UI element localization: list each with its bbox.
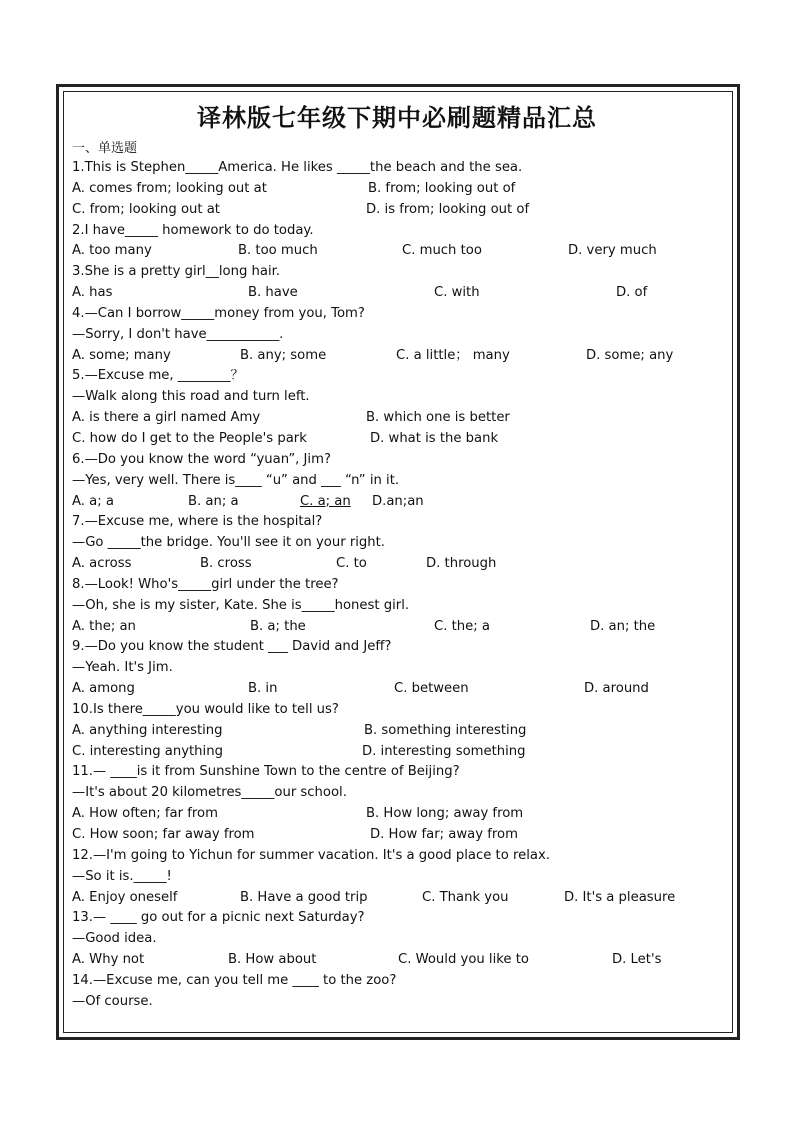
option-row [72, 492, 712, 513]
question-stem: —Walk along this road and turn left. [72, 389, 310, 405]
option-c: C. How soon; far away from [72, 827, 255, 842]
option-row [72, 721, 712, 742]
option-b: B. in [248, 681, 278, 697]
question-stem: 11.— ____is it from Sunshine Town to the centre of Beijing? [72, 764, 460, 780]
question-stem: 9.—Do you know the student ___ David and Jeff? [72, 639, 392, 655]
option-row [72, 742, 712, 763]
option-a: A. has [72, 285, 113, 301]
option-row [72, 804, 712, 825]
option-c: C. Thank you [422, 889, 509, 905]
option-row [72, 429, 712, 450]
option-d: D. of [616, 285, 648, 301]
option-d: D. interesting something [362, 743, 526, 759]
question-stem: 3.She is a pretty girl__long hair. [72, 264, 281, 280]
option-c: C. interesting anything [72, 743, 223, 759]
question-stem: 8.—Look! Who's_____girl under the tree? [72, 576, 339, 592]
option-a: A. anything interesting [72, 722, 223, 738]
question-stem: —Oh, she is my sister, Kate. She is_____honest girl. [72, 597, 410, 613]
option-c: C. much too [402, 243, 482, 259]
option-b: B. Have a good trip [240, 889, 368, 905]
question-stem: 13.— ____ go out for a picnic next Saturday? [72, 910, 365, 926]
option-a: A. some; many [72, 347, 171, 363]
document-title: 译林版七年级下期中必刷题精品汇总 [197, 103, 597, 132]
option-row [72, 200, 712, 221]
option-row [72, 346, 712, 367]
option-d: D. what is the bank [370, 430, 499, 446]
option-a: A. Enjoy oneself [72, 889, 178, 905]
option-b: B. an; a [188, 493, 239, 509]
option-c: C. to [336, 556, 367, 572]
question-list [72, 158, 712, 1013]
option-b: B. How long; away from [366, 806, 524, 822]
option-row [72, 179, 712, 200]
option-b: B. cross [200, 556, 252, 572]
option-a: A. the; an [72, 618, 136, 634]
option-c: C. between [394, 681, 469, 697]
option-a: A. How often; far from [72, 806, 218, 822]
option-b: B. which one is better [366, 410, 510, 426]
option-a: A. Why not [72, 952, 145, 968]
option-c: C. a; an [300, 493, 351, 509]
option-row [72, 950, 712, 971]
option-row [72, 617, 712, 638]
option-b: B. something interesting [364, 722, 527, 738]
option-b: B. too much [238, 243, 318, 259]
option-b: B. How about [228, 952, 317, 968]
section-heading: 一、单选题 [72, 141, 138, 156]
question-stem: 2.I have_____ homework to do today. [72, 222, 314, 238]
option-b: B. from; looking out of [368, 180, 516, 196]
question-stem: 10.Is there_____you would like to tell us? [72, 701, 339, 717]
question-stem: 6.—Do you know the word “yuan”, Jim? [72, 451, 331, 467]
option-c: C. the; a [434, 618, 490, 634]
option-b: B. any; some [240, 347, 327, 363]
option-c: C. a little； many [396, 347, 510, 363]
option-b: B. have [248, 285, 298, 301]
option-d: D. It's a pleasure [564, 889, 676, 905]
option-c: C. from; looking out at [72, 201, 220, 217]
option-row [72, 825, 712, 846]
option-a: A. comes from; looking out at [72, 180, 267, 196]
option-d: D. an; the [590, 618, 656, 634]
option-b: B. a; the [250, 618, 306, 634]
question-stem: 7.—Excuse me, where is the hospital? [72, 514, 323, 530]
question-stem: —Sorry, I don't have___________. [72, 326, 284, 342]
option-d: D. through [426, 556, 497, 572]
question-stem: 4.—Can I borrow_____money from you, Tom? [72, 305, 365, 321]
option-a: A. a; a [72, 493, 114, 509]
question-stem: 5.—Excuse me, ________？ [72, 368, 244, 384]
option-c: C. Would you like to [398, 952, 529, 968]
question-stem: —Go _____the bridge. You'll see it on your right. [72, 535, 385, 551]
question-stem: 12.—I'm going to Yichun for summer vacation. It's a good place to relax. [72, 847, 550, 863]
option-a: A. among [72, 681, 135, 697]
option-d: D. is from; looking out of [366, 201, 530, 217]
option-row [72, 241, 712, 262]
question-stem: —Yeah. It's Jim. [72, 660, 173, 676]
option-a: A. is there a girl named Amy [72, 410, 261, 426]
option-row [72, 283, 712, 304]
question-stem: —So it is._____! [72, 868, 172, 884]
option-d: D.an;an [372, 493, 424, 509]
question-stem: 1.This is Stephen_____America. He likes _____the beach and the sea. [72, 160, 523, 175]
option-a: A. too many [72, 243, 152, 259]
option-d: D. How far; away from [370, 827, 518, 842]
option-row [72, 408, 712, 429]
option-d: D. some; any [586, 347, 674, 363]
option-row [72, 554, 712, 575]
option-d: D. Let's [612, 952, 662, 968]
option-row [72, 679, 712, 700]
option-row [72, 888, 712, 909]
question-stem: —It's about 20 kilometres_____our school. [72, 785, 347, 801]
option-c: C. with [434, 285, 480, 301]
option-c: C. how do I get to the People's park [72, 430, 307, 446]
option-d: D. very much [568, 243, 657, 259]
option-a: A. across [72, 556, 132, 572]
question-stem: —Good idea. [72, 931, 157, 947]
question-stem: —Yes, very well. There is____ “u” and ___ “n” in it. [72, 472, 400, 488]
option-d: D. around [584, 681, 649, 697]
question-stem: —Of course. [72, 993, 153, 1009]
question-stem: 14.—Excuse me, can you tell me ____ to the zoo? [72, 972, 397, 988]
